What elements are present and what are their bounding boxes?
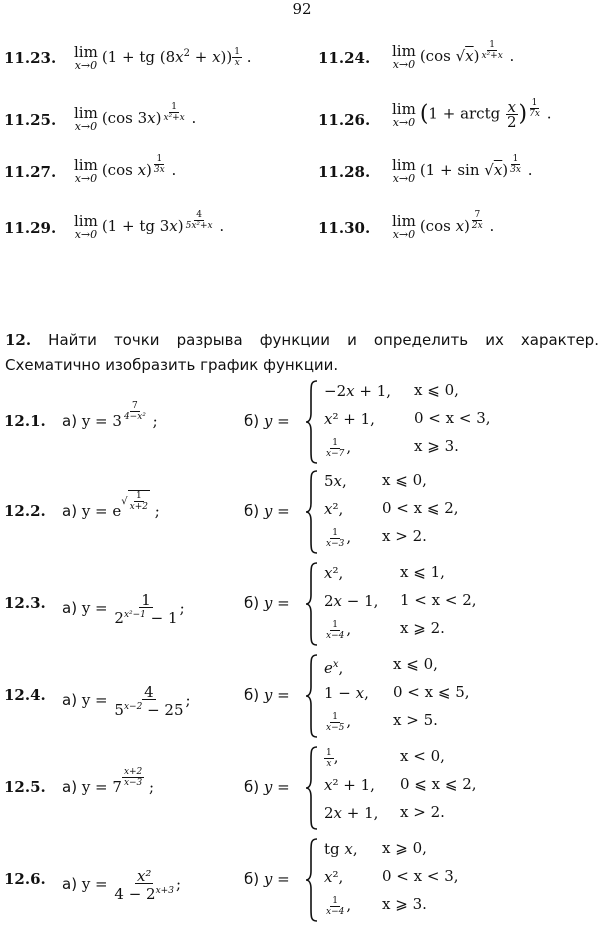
case-expression: x² + 1,	[324, 410, 375, 428]
limit-11-26	[318, 110, 370, 130]
case-expression: 5x,	[324, 472, 347, 490]
limit-11-25	[4, 110, 56, 130]
case-expression: $\frac{1}{x-3}$ ,	[326, 527, 352, 549]
lim-operator: lim x→0	[74, 104, 98, 133]
part-b-label: б) y =	[244, 412, 290, 430]
problem-number: 12.6.	[4, 870, 46, 888]
case-expression: 2x − 1,	[324, 592, 379, 610]
case-expression: $e^x$,	[324, 659, 344, 677]
limit-expression-11-29: lim x→0 (1 + tg 3x) $^{\frac{4}{\text{5x²+x}}}$ .	[74, 210, 225, 241]
piecewise-brace	[305, 469, 319, 555]
case-expression: $\frac{1}{x-7}$ ,	[326, 437, 352, 459]
page-number: 92	[292, 0, 312, 18]
limit-11-23	[4, 48, 56, 68]
limit-11-30	[318, 218, 370, 238]
lim-operator: lim x→0	[392, 99, 416, 129]
piecewise-brace	[305, 837, 319, 923]
case-condition: x ⩽ 0,	[414, 381, 459, 399]
case-condition: 0 < x ⩽ 5,	[393, 683, 470, 701]
case-expression: x² + 1,	[324, 776, 375, 794]
case-expression: $\frac{1}{x}$ ,	[326, 747, 339, 769]
case-condition: 0 < x ⩽ 2,	[382, 499, 459, 517]
case-condition: x ⩾ 2.	[400, 619, 445, 637]
case-condition: x < 0,	[400, 747, 445, 765]
case-condition: 0 ⩽ x ⩽ 2,	[400, 775, 477, 793]
part-b-label: б) y =	[244, 778, 290, 796]
lim-operator: lim x→0	[392, 156, 416, 185]
problem-number: 12.5.	[4, 778, 46, 796]
task-number: 12.	[5, 331, 32, 349]
problem-number: 11.24.	[318, 49, 371, 67]
piecewise-brace	[305, 561, 319, 647]
lim-operator: lim x→0	[392, 42, 416, 71]
limit-11-28	[318, 162, 370, 182]
limit-expression-11-28: lim x→0 (1 + sin √x) $^{\frac{1}{3x}}$ .	[392, 154, 533, 185]
limit-expression-11-24: lim x→0 (cos √x) $^{\frac{1}{\text{x²+x}}}$ .	[392, 40, 515, 71]
case-expression: x²,	[324, 564, 344, 582]
case-expression: tg x,	[324, 840, 358, 858]
part-b-label: б) y =	[244, 594, 290, 612]
part-a-function: а) y = 7 $^{\frac{x+2}{x-3}}$ ;	[62, 767, 155, 796]
case-condition: x > 2.	[382, 527, 427, 545]
problem-number: 11.25.	[4, 111, 57, 129]
limit-expression-11-27: lim x→0 (cos x) $^{\frac{1}{3x}}$ .	[74, 154, 177, 185]
part-a-function: а) $y = e^{√ \frac{1}{x+2}}$ ;	[62, 491, 160, 520]
problem-number: 11.28.	[318, 163, 371, 181]
problem-number: 11.30.	[318, 219, 371, 237]
case-condition: x ⩽ 1,	[400, 563, 445, 581]
problem-number: 12.4.	[4, 686, 46, 704]
task-text: Найти точки разрыва функции и определить их характер. Схематично изобразить график функции.	[5, 331, 599, 374]
problem-number: 11.27.	[4, 163, 57, 181]
task-12-statement	[5, 328, 599, 378]
case-condition: 1 < x < 2,	[400, 591, 477, 609]
problem-number: 11.26.	[318, 111, 371, 129]
lim-operator: lim x→0	[74, 156, 98, 185]
limit-11-29	[4, 218, 56, 238]
case-expression: x²,	[324, 868, 344, 886]
case-expression: x²,	[324, 500, 344, 518]
limit-expression-11-30: lim x→0 (cos x) $^{\frac{7}{2x}}$ .	[392, 210, 495, 241]
problem-number: 12.2.	[4, 502, 46, 520]
limit-expression-11-23: lim x→0 (1 + tg $(8x^2 + x)$) $^{\frac{1}{x}}$ .	[74, 43, 252, 72]
piecewise-brace	[305, 745, 319, 831]
part-b-label: б) y =	[244, 870, 290, 888]
case-expression: $\frac{1}{x-4}$ ,	[326, 619, 352, 641]
piecewise-brace	[305, 653, 319, 739]
part-b-label: б) y =	[244, 502, 290, 520]
part-a-function: а) y = $\frac{\text{x²}}{4 - 2^{x+3}}$ ;	[62, 867, 182, 903]
limit-expression-11-25: lim x→0 (cos 3x) $^{\frac{1}{\text{x²+x}}}$ .	[74, 102, 197, 133]
piecewise-brace	[305, 379, 319, 465]
lim-operator: lim x→0	[74, 43, 98, 72]
part-a-function: а) y = 3 $^{\frac{7}{\text{4−x²}}}$ ;	[62, 401, 158, 430]
lim-operator: lim x→0	[74, 212, 98, 241]
limit-expression-11-26: lim x→0 (1 + arctg $\frac{x}{2}$ ) $^{\frac{1}{7x}}$ .	[392, 97, 552, 131]
limit-11-27	[4, 162, 56, 182]
case-condition: x ⩾ 3.	[414, 437, 459, 455]
case-expression: 1 − x,	[324, 684, 369, 702]
case-condition: 0 < x < 3,	[414, 409, 491, 427]
case-condition: x ⩾ 0,	[382, 839, 427, 857]
case-expression: 2x + 1,	[324, 804, 379, 822]
part-a-function: а) y = $\frac{4}{5^{x-2} - 25}$ ;	[62, 683, 191, 719]
case-condition: 0 < x < 3,	[382, 867, 459, 885]
problem-number: 12.1.	[4, 412, 46, 430]
case-condition: x ⩽ 0,	[382, 471, 427, 489]
case-expression: −2x + 1,	[324, 382, 392, 400]
case-expression: $\frac{1}{x-5}$ ,	[326, 711, 352, 733]
problem-number: 12.3.	[4, 594, 46, 612]
case-expression: $\frac{1}{x-4}$ ,	[326, 895, 352, 917]
problem-number: 11.29.	[4, 219, 57, 237]
part-b-label: б) y =	[244, 686, 290, 704]
problem-number: 11.23.	[4, 49, 57, 67]
case-condition: x ⩾ 3.	[382, 895, 427, 913]
part-a-function: а) y = $\frac{1}{2^{x^2-1} - 1}$ ;	[62, 591, 185, 627]
case-condition: x ⩽ 0,	[393, 655, 438, 673]
lim-operator: lim x→0	[392, 212, 416, 241]
case-condition: x > 2.	[400, 803, 445, 821]
limit-11-24	[318, 48, 370, 68]
case-condition: x > 5.	[393, 711, 438, 729]
